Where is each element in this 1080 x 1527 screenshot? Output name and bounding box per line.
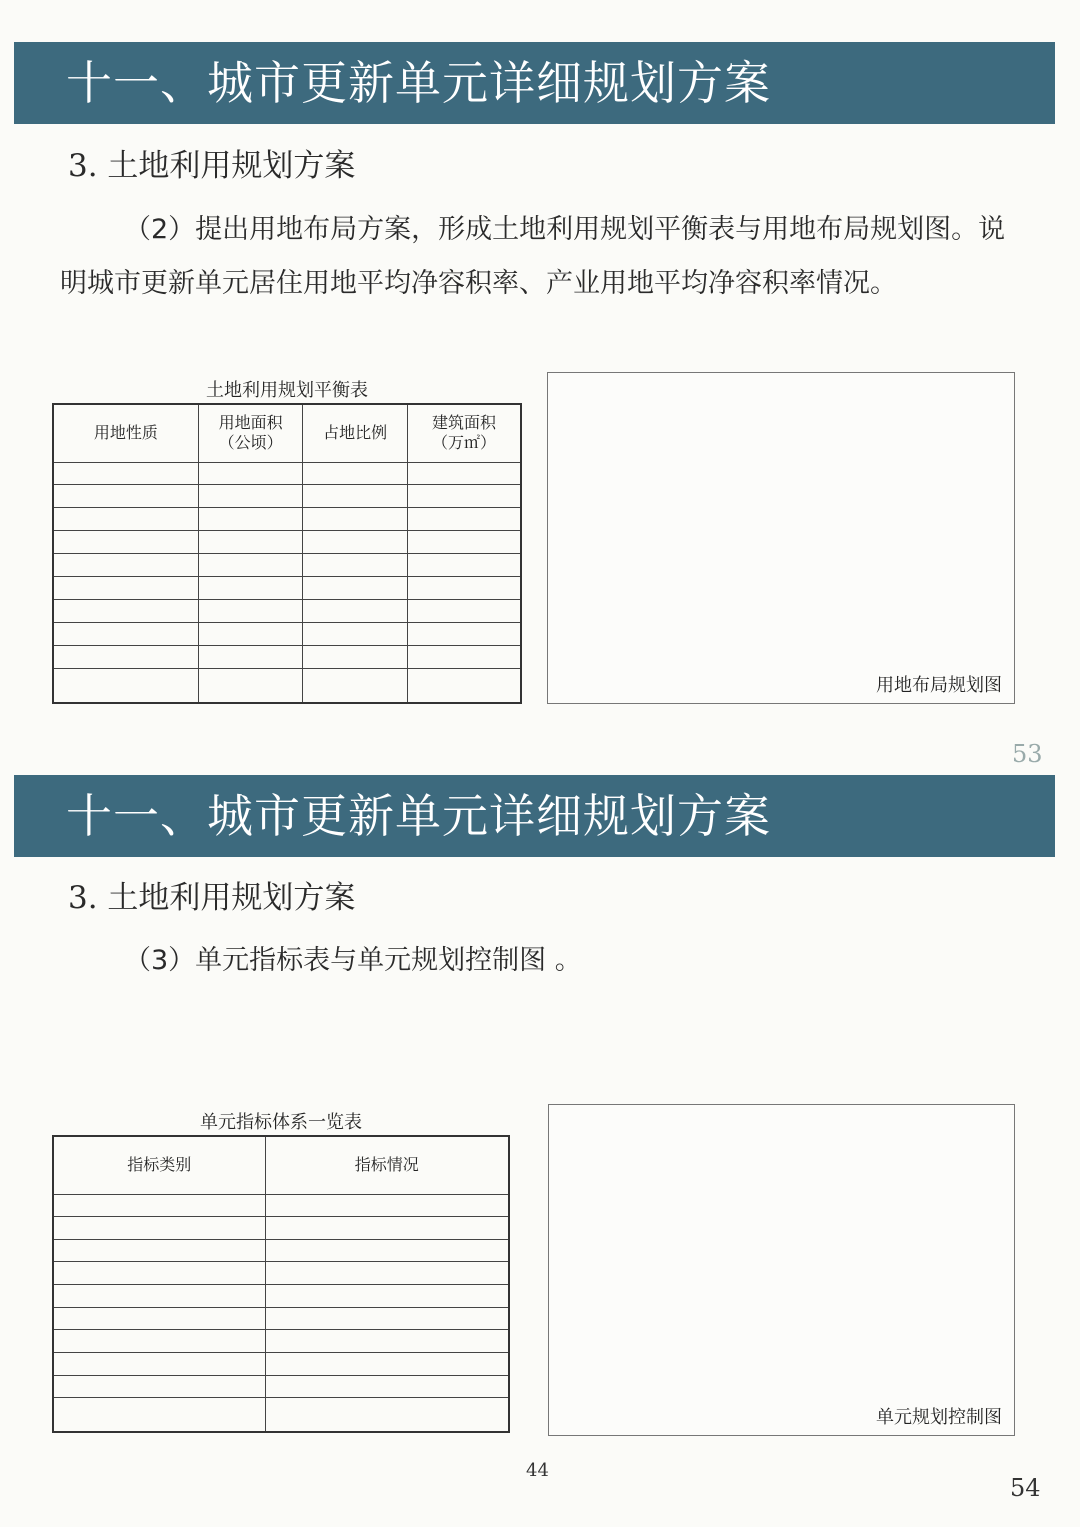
table-row xyxy=(53,1285,509,1308)
page-number: 53 xyxy=(1012,740,1043,768)
table-row xyxy=(53,1330,509,1353)
header-floor-area: 建筑面积 （万㎡） xyxy=(407,404,521,462)
footer-page-number: 44 xyxy=(526,1460,549,1481)
section-title: 3. 土地利用规划方案 xyxy=(68,880,356,916)
body-paragraph: （3）单元指标表与单元规划控制图 。 xyxy=(124,945,582,976)
table-row xyxy=(53,508,521,531)
table-row xyxy=(53,462,521,485)
table-row xyxy=(53,531,521,554)
table-row xyxy=(53,646,521,669)
body-paragraph: （2）提出用地布局方案，形成土地利用规划平衡表与用地布局规划图。说明城市更新单元居住用地平均净容积率、产业用地平均净容积率情况。 xyxy=(60,214,1006,299)
chapter-banner: 十一、城市更新单元详细规划方案 xyxy=(14,42,1055,124)
header-land-area: 用地面积 （公顷） xyxy=(198,404,303,462)
section-title: 3. 土地利用规划方案 xyxy=(68,148,356,184)
header-indicator-status: 指标情况 xyxy=(265,1136,509,1194)
table-row xyxy=(53,485,521,508)
table-row xyxy=(53,1194,509,1217)
table-row xyxy=(53,554,521,577)
table-row xyxy=(53,623,521,646)
table-caption: 土地利用规划平衡表 xyxy=(206,380,368,401)
table-row xyxy=(53,577,521,600)
table-row xyxy=(53,1239,509,1262)
table-row xyxy=(53,1217,509,1240)
table-row xyxy=(53,600,521,623)
map-label: 单元规划控制图 xyxy=(876,1407,1002,1428)
header-indicator-category: 指标类别 xyxy=(53,1136,265,1194)
table-row xyxy=(53,1398,509,1432)
header-land-type: 用地性质 xyxy=(53,404,198,462)
table-caption: 单元指标体系一览表 xyxy=(200,1112,362,1133)
table-row xyxy=(53,1353,509,1376)
map-label: 用地布局规划图 xyxy=(876,675,1002,696)
header-area-ratio: 占地比例 xyxy=(303,404,408,462)
land-use-balance-table xyxy=(52,403,522,704)
table-row xyxy=(53,1307,509,1330)
chapter-banner: 十一、城市更新单元详细规划方案 xyxy=(14,775,1055,857)
table-row xyxy=(53,1375,509,1398)
table-row xyxy=(53,668,521,703)
page-number: 54 xyxy=(1010,1474,1041,1502)
land-layout-map-placeholder xyxy=(547,372,1015,704)
unit-indicator-table xyxy=(52,1135,510,1433)
table-row xyxy=(53,1262,509,1285)
unit-control-map-placeholder xyxy=(548,1104,1015,1436)
